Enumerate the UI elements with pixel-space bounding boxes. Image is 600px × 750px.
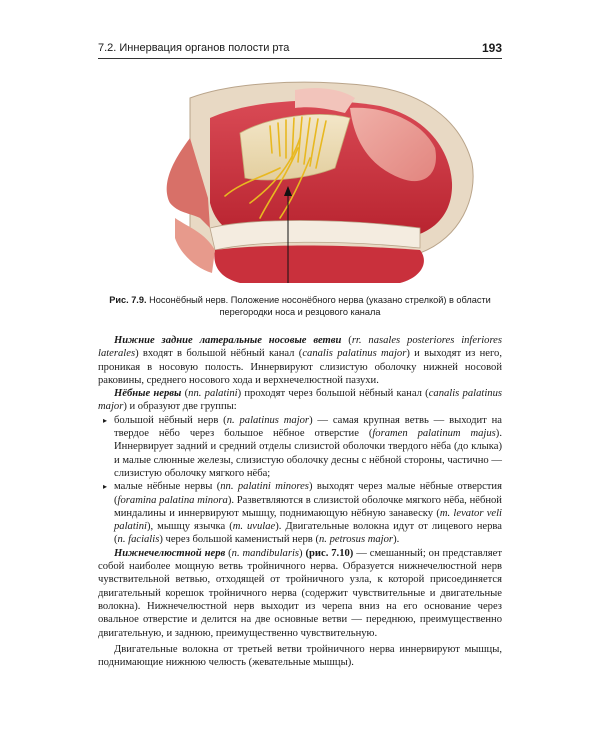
bullet-marker: ▸: [103, 482, 108, 492]
paragraph: Нёбные нервы (nn. palatini) проходят через большой нёбный канал (canalis palatinus major) и образуют две группы:: [98, 388, 502, 413]
latin-term: canalis palatinus major: [302, 348, 407, 360]
caption-label: Рис. 7.9.: [109, 295, 147, 305]
latin-term: foramina palatina minora: [117, 494, 228, 506]
list-item: ▸ большой нёбный нерв (n. palatinus major) — самая крупная ветвь — выходит на твердое нёбо через большое нёбное отверстие (foramen palatinum majus). Иннервирует задний и средний отделы слизистой оболочки твердого нёба (до клыка) и малые слюнные железы, слизистую оболочку десны с нёбной стороны, частично — слизистую оболочку мягкого нёба;: [103, 414, 502, 479]
section-title: 7.2. Иннервация органов полости рта: [98, 42, 290, 54]
term: Нижнечелюстной нерв: [114, 547, 226, 559]
latin-term: rr. nasales posteriores inferiores laterales: [98, 335, 502, 360]
latin-term: n. palatinus major: [226, 414, 310, 426]
latin-term: m. levator veli palatini: [114, 507, 502, 533]
bullet-marker: ▸: [103, 415, 108, 425]
list-item: ▸ малые нёбные нервы (nn. palatini minores) выходят через малые нёбные отверстия (foramina palatina minora). Разветвляются в слизистой оболочке мягкого нёба, нёбной миндалины и иннервируют мышцу, поднимающую нёбную занавеску (m. levator veli palatini), мышцу язычка (m. uvulae). Двигательные волокна идут от лицевого нерва (n. facialis) через большой каменистый нерв (n. petrosus major).: [103, 481, 502, 546]
paragraph: Нижние задние латеральные носовые ветви (rr. nasales posteriores inferiores laterales) входят в большой нёбный канал (canalis palatinus major) и выходят из него, проникая в носовую полость. Иннервируют слизистую оболочку нижней носовой раковины, среднего носового хода и верхнечелюстной пазухи.: [98, 335, 502, 386]
latin-term: m. uvulae: [232, 521, 276, 533]
body-text: [98, 334, 502, 669]
latin-term: n. facialis: [117, 534, 160, 546]
latin-term: canalis palatinus major: [98, 388, 502, 413]
paragraph: Двигательные волокна от третьей ветви тройничного нерва иннервируют мышцы, поднимающие нижнюю челюсть (жевательные мышцы).: [98, 643, 502, 669]
latin-term: foramen palatinum majus: [372, 428, 496, 440]
term: Нёбные нервы: [114, 388, 182, 400]
figure-reference: (рис. 7.10): [305, 547, 354, 559]
term: Нижние задние латеральные носовые ветви: [114, 335, 342, 346]
nasal-septum-illustration: [120, 78, 480, 288]
latin-term: n. petrosus major: [318, 534, 394, 546]
latin-term: n. mandibularis: [231, 547, 300, 559]
page-number: 193: [481, 41, 502, 55]
running-header: [98, 40, 502, 59]
paragraph: Нижнечелюстной нерв (n. mandibularis) (рис. 7.10) — смешанный; он представляет собой наиболее мощную ветвь тройничного нерва. Образуется нижнечелюстной нерв чувствительной ветвью, отходящей от тройничного узла, к которой присоединяется двигательный корешок тройничного нерва (содержит чувствительные и двигательные волокна). Нижнечелюстной нерв выходит из черепа вниз на его основание через овальное отверстие и делится на две основные ветви — переднюю, преимущественно двигательную, и заднюю, преимущественно чувствительную.: [98, 547, 502, 639]
latin-term: nn. palatini: [188, 388, 238, 400]
caption-text: Носонёбный нерв. Положение носонёбного нерва (указано стрелкой) в области перегородки носа и резцового канала: [146, 295, 491, 317]
latin-term: nn. palatini minores: [220, 481, 309, 493]
figure-caption: [98, 294, 502, 318]
bullet-list: [98, 414, 502, 547]
